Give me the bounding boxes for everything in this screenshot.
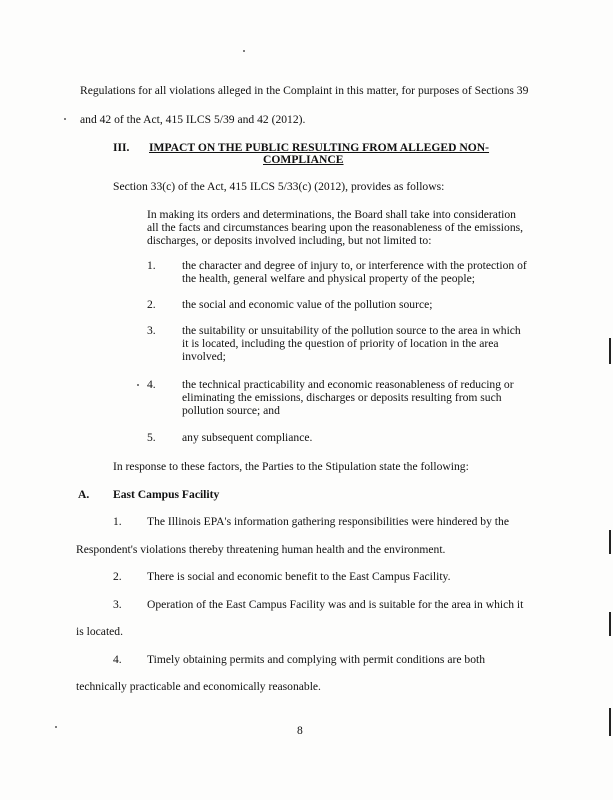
statute-intro: Section 33(c) of the Act, 415 ILCS 5/33(c) (2012), provides as follows: bbox=[113, 180, 445, 193]
intro-line-2: and 42 of the Act, 415 ILCS 5/39 and 42 (2012). bbox=[80, 113, 306, 126]
factor-2-line-1: the social and economic value of the pollution source; bbox=[182, 298, 433, 311]
factor-5-number: 5. bbox=[147, 431, 156, 444]
scan-speck bbox=[243, 50, 245, 52]
scan-edge-mark bbox=[609, 530, 611, 554]
response-line: In response to these factors, the Parties to the Stipulation state the following: bbox=[113, 460, 469, 473]
factor-4-number: 4. bbox=[147, 378, 156, 391]
scan-edge-mark bbox=[609, 612, 611, 636]
scan-speck bbox=[137, 384, 139, 386]
finding-2-line-1: There is social and economic benefit to the East Campus Facility. bbox=[147, 570, 451, 583]
factor-1-number: 1. bbox=[147, 259, 156, 272]
factor-5-line-1: any subsequent compliance. bbox=[182, 431, 313, 444]
factor-1-line-2: the health, general welfare and physical property of the people; bbox=[182, 272, 475, 285]
quote-line-3: discharges, or deposits involved including, but not limited to: bbox=[147, 234, 432, 247]
finding-4-number: 4. bbox=[113, 653, 122, 666]
finding-1-line-2: Respondent's violations thereby threatening human health and the environment. bbox=[76, 543, 446, 556]
quote-line-2: all the facts and circumstances bearing upon the reasonableness of the emissions, bbox=[147, 221, 524, 234]
section-iii-title-line-2: COMPLIANCE bbox=[263, 153, 344, 166]
finding-3-line-1: Operation of the East Campus Facility was and is suitable for the area in which it bbox=[147, 598, 524, 611]
factor-1-line-1: the character and degree of injury to, or interference with the protection of bbox=[182, 259, 527, 272]
finding-2-number: 2. bbox=[113, 570, 122, 583]
scan-edge-mark bbox=[609, 338, 611, 364]
section-iii-number: III. bbox=[113, 141, 130, 154]
finding-3-number: 3. bbox=[113, 598, 122, 611]
finding-4-line-2: technically practicable and economically reasonable. bbox=[76, 680, 321, 693]
quote-line-1: In making its orders and determinations, the Board shall take into consideration bbox=[147, 208, 516, 221]
section-iii-title-line-1: IMPACT ON THE PUBLIC RESULTING FROM ALLEGED NON- bbox=[149, 141, 490, 154]
intro-line-1: Regulations for all violations alleged in the Complaint in this matter, for purposes of Sections 39 bbox=[80, 84, 529, 97]
scan-edge-mark bbox=[609, 708, 611, 736]
factor-4-line-2: eliminating the emissions, discharges or deposits resulting from such bbox=[182, 391, 502, 404]
factor-3-number: 3. bbox=[147, 324, 156, 337]
factor-3-line-3: involved; bbox=[182, 350, 226, 363]
finding-3-line-2: is located. bbox=[76, 625, 124, 638]
finding-4-line-1: Timely obtaining permits and complying with permit conditions are both bbox=[147, 653, 486, 666]
finding-1-line-1: The Illinois EPA's information gathering responsibilities were hindered by the bbox=[147, 515, 509, 528]
scan-speck bbox=[55, 726, 57, 728]
factor-3-line-2: it is located, including the question of priority of location in the area bbox=[182, 337, 499, 350]
factor-3-line-1: the suitability or unsuitability of the pollution source to the area in which bbox=[182, 324, 521, 337]
section-a-title: East Campus Facility bbox=[113, 488, 220, 501]
scan-speck bbox=[64, 118, 66, 120]
section-a-letter: A. bbox=[78, 488, 90, 501]
factor-4-line-1: the technical practicability and economic reasonableness of reducing or bbox=[182, 378, 514, 391]
finding-1-number: 1. bbox=[113, 515, 122, 528]
page-number: 8 bbox=[297, 724, 303, 737]
factor-4-line-3: pollution source; and bbox=[182, 404, 280, 417]
factor-2-number: 2. bbox=[147, 298, 156, 311]
